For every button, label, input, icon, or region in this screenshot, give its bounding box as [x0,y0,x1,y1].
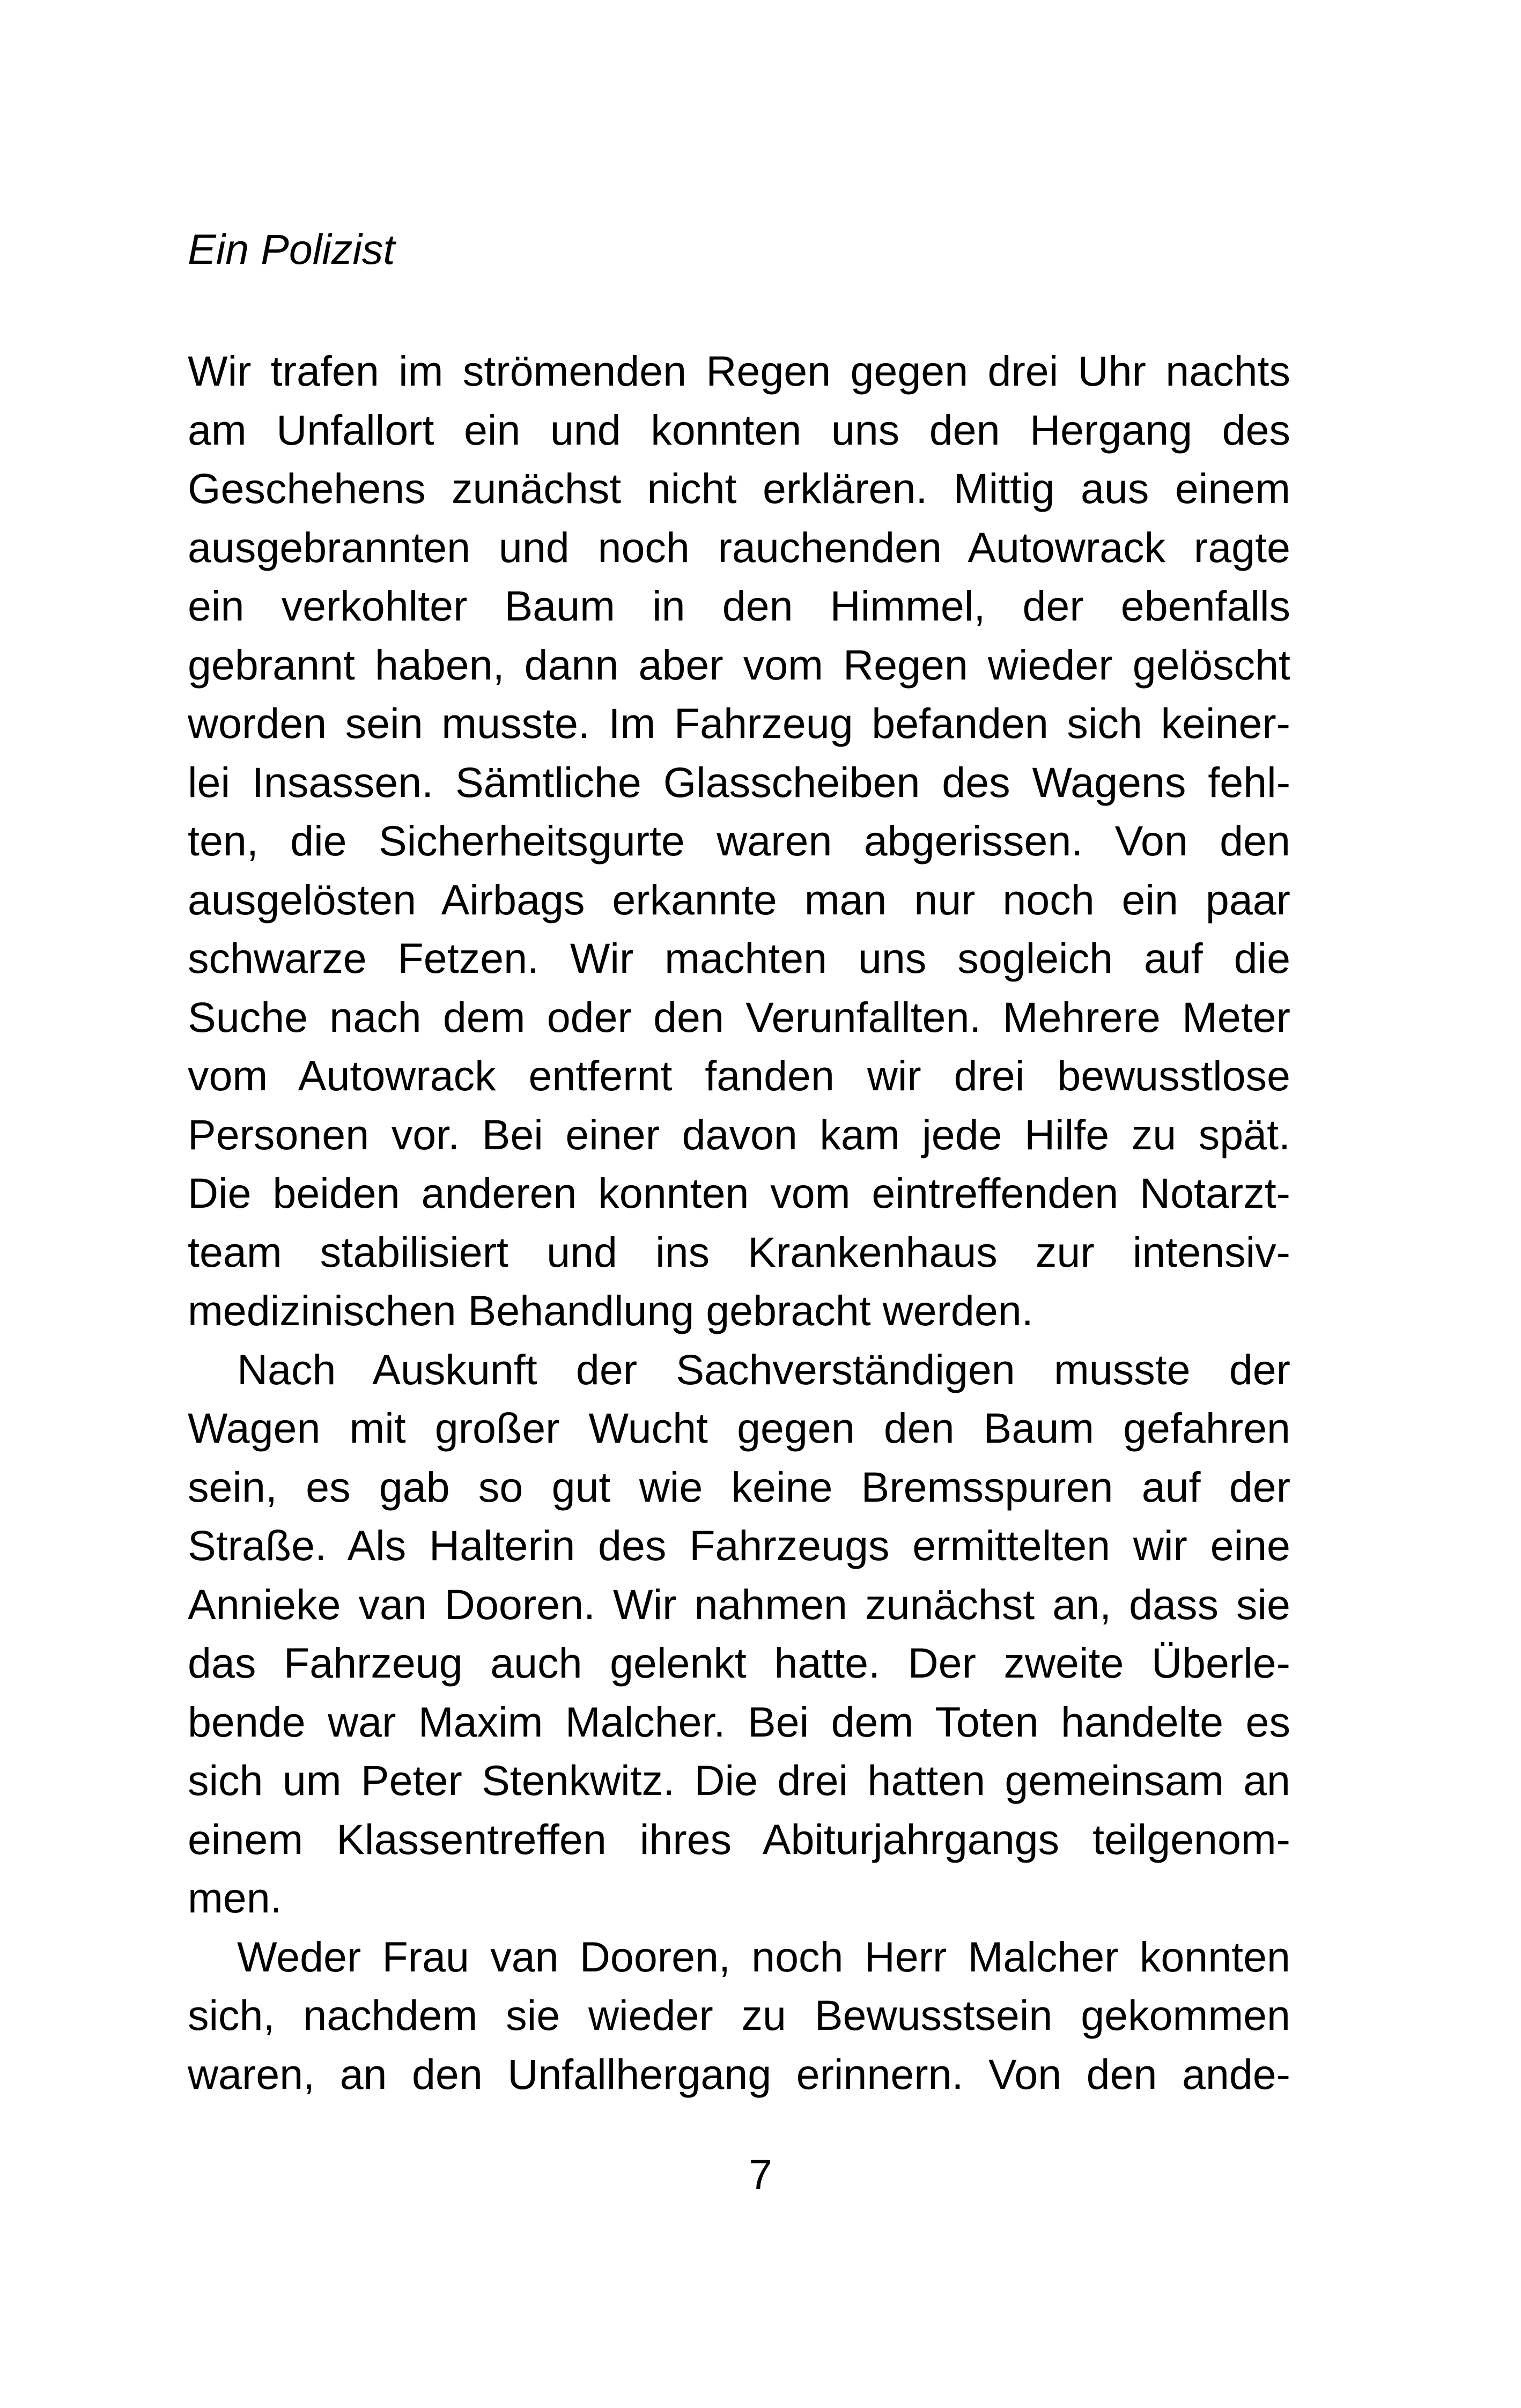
text-line: men. [188,1874,282,1922]
text-line: bende war Maxim Malcher. Bei dem Toten handelte es [188,1697,1290,1746]
text-line: sich um Peter Stenkwitz. Die drei hatten gemeinsam an [188,1756,1290,1804]
text-line: Annieke van Dooren. Wir nahmen zunächst an, dass sie [188,1580,1290,1628]
text-line: Weder Frau van Dooren, noch Herr Malcher konnten [237,1932,1290,1981]
text-line: Straße. Als Halterin des Fahrzeugs ermittelten wir eine [188,1521,1290,1569]
chapter-title: Ein Polizist [188,225,395,273]
text-line: waren, an den Unfallhergang erinnern. Von den ande- [188,2050,1290,2098]
text-line: sein, es gab so gut wie keine Bremsspuren auf der [188,1462,1290,1511]
text-line: schwarze Fetzen. Wir machten uns sogleich auf die [188,934,1290,982]
text-line: Die beiden anderen konnten vom eintreffenden Notarzt- [188,1169,1290,1217]
paragraph [188,342,1290,1340]
text-line: Nach Auskunft der Sachverständigen musste der [237,1345,1290,1393]
text-line: worden sein musste. Im Fahrzeug befanden sich keiner- [188,699,1290,747]
text-line: ausgebrannten und noch rauchenden Autowrack ragte [188,523,1290,571]
text-line: ten, die Sicherheitsgurte waren abgerissen. Von den [188,817,1290,865]
text-line: Wagen mit großer Wucht gegen den Baum gefahren [188,1404,1290,1452]
text-line: Personen vor. Bei einer davon kam jede Hilfe zu spät. [188,1110,1290,1158]
body-text [188,342,1290,2103]
text-line: ausgelösten Airbags erkannte man nur noch ein paar [188,875,1290,924]
text-line: lei Insassen. Sämtliche Glasscheiben des Wagens fehl- [188,758,1290,806]
paragraph [188,1927,1290,2104]
text-line: Geschehens zunächst nicht erklären. Mittig aus einem [188,464,1290,512]
text-line: einem Klassentreffen ihres Abiturjahrgangs teilgenom- [188,1815,1290,1863]
text-line: sich, nachdem sie wieder zu Bewusstsein gekommen [188,1991,1290,2039]
text-line: am Unfallort ein und konnten uns den Hergang des [188,405,1290,454]
text-line: medizinischen Behandlung gebracht werden. [188,1287,1033,1334]
text-line: Wir trafen im strömenden Regen gegen drei Uhr nachts [188,347,1290,395]
text-line: das Fahrzeug auch gelenkt hatte. Der zweite Überle- [188,1639,1290,1687]
text-line: ein verkohlter Baum in den Himmel, der ebenfalls [188,582,1290,630]
text-line: vom Autowrack entfernt fanden wir drei bewusstlose [188,1052,1290,1099]
text-line: team stabilisiert und ins Krankenhaus zur intensiv- [188,1228,1290,1276]
paragraph [188,1340,1290,1927]
page-number: 7 [749,2151,772,2198]
text-line: gebrannt haben, dann aber vom Regen wieder gelöscht [188,640,1290,689]
text-line: Suche nach dem oder den Verunfallten. Mehrere Meter [188,993,1290,1041]
